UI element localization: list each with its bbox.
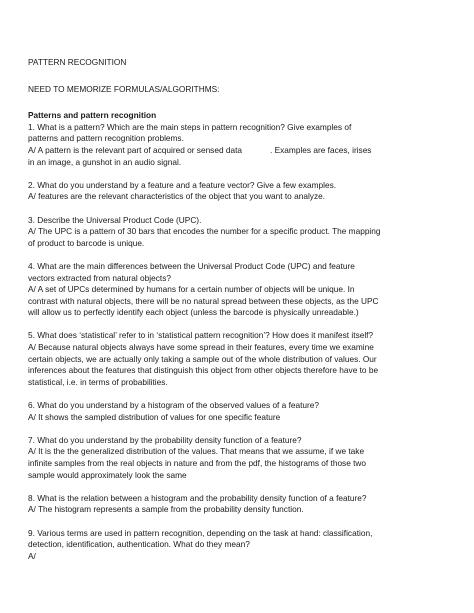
answer-9-line-1: A/: [28, 550, 36, 561]
answer-3-line-2: of product to barcode is unique.: [28, 237, 145, 248]
answer-1-part-a: A/ A pattern is the relevant part of acquired or sensed data: [28, 144, 243, 155]
section-heading: Patterns and pattern recognition: [28, 110, 157, 121]
answer-4-line-1: A/ A set of UPCs determined by humans for a certain number of objects will be unique. In: [28, 284, 355, 295]
question-4-line-1: 4. What are the main differences between the Universal Product Code (UPC) and feature: [28, 260, 355, 271]
answer-1-line-2: in an image, a gunshot in an audio signal.: [28, 156, 182, 167]
answer-3-line-1: A/ The UPC is a pattern of 30 bars that encodes the number for a specific product. The mapping: [28, 226, 381, 237]
question-3-line-1: 3. Describe the Universal Product Code (UPC).: [28, 214, 202, 225]
answer-5-line-2: certain objects, we are actually only taking a sample out of the whole distribution of values. Our: [28, 353, 377, 364]
answer-5-line-4: statistical, i.e. in terms of probabilities.: [28, 376, 168, 387]
answer-1-line-1: [28, 145, 458, 157]
document-subtitle: NEED TO MEMORIZE FORMULAS/ALGORITHMS:: [28, 83, 220, 94]
question-4-line-2: vectors extracted from natural objects?: [28, 272, 171, 283]
question-5-line-1: 5. What does ‘statistical’ refer to in ‘statistical pattern recognition’? How does it manifest itself?: [28, 330, 374, 341]
question-9-line-2: detection, identification, authentication. What do they mean?: [28, 539, 250, 550]
answer-7-line-3: sample would approximately look the same: [28, 469, 187, 480]
answer-5-line-3: inferences about the features that distinguish this object from other objects therefore have to be: [28, 365, 379, 376]
answer-4-line-3: will allow us to perfectly identify each object (unless the barcode is physically unreadable.): [28, 307, 359, 318]
question-9-line-1: 9. Various terms are used in pattern recognition, depending on the task at hand: classification,: [28, 527, 373, 538]
document-body: [28, 57, 458, 562]
answer-5-line-1: A/ Because natural objects always have some spread in their features, every time we examine: [28, 342, 374, 353]
answer-6-line-1: A/ It shows the sampled distribution of values for one specific feature: [28, 411, 281, 422]
answer-8-line-1: A/ The histogram represents a sample from the probability density function.: [28, 504, 304, 515]
question-7-line-1: 7. What do you understand by the probability density function of a feature?: [28, 434, 302, 445]
question-1-line-1: 1. What is a pattern? Which are the main steps in pattern recognition? Give examples of: [28, 121, 352, 132]
question-8-line-1: 8. What is the relation between a histogram and the probability density function of a feature?: [28, 492, 367, 503]
answer-1-part-b: . Examples are faces, irises: [270, 144, 372, 155]
answer-7-line-1: A/ It is the the generalized distribution of the values. That means that we assume, if we take: [28, 446, 365, 457]
question-6-line-1: 6. What do you understand by a histogram of the observed values of a feature?: [28, 400, 320, 411]
question-2-line-1: 2. What do you understand by a feature and a feature vector? Give a few examples.: [28, 179, 337, 190]
answer-7-line-2: infinite samples from the real objects in nature and from the pdf, the histograms of those two: [28, 458, 367, 468]
document-title: PATTERN RECOGNITION: [28, 57, 127, 67]
answer-4-line-2: contrast with natural objects, there will be no natural spread between these objects, as the UPC: [28, 295, 379, 306]
question-1-line-2: patterns and pattern recognition problems.: [28, 133, 184, 144]
answer-2-line-1: A/ features are the relevant characteristics of the object that you want to analyze.: [28, 191, 326, 202]
